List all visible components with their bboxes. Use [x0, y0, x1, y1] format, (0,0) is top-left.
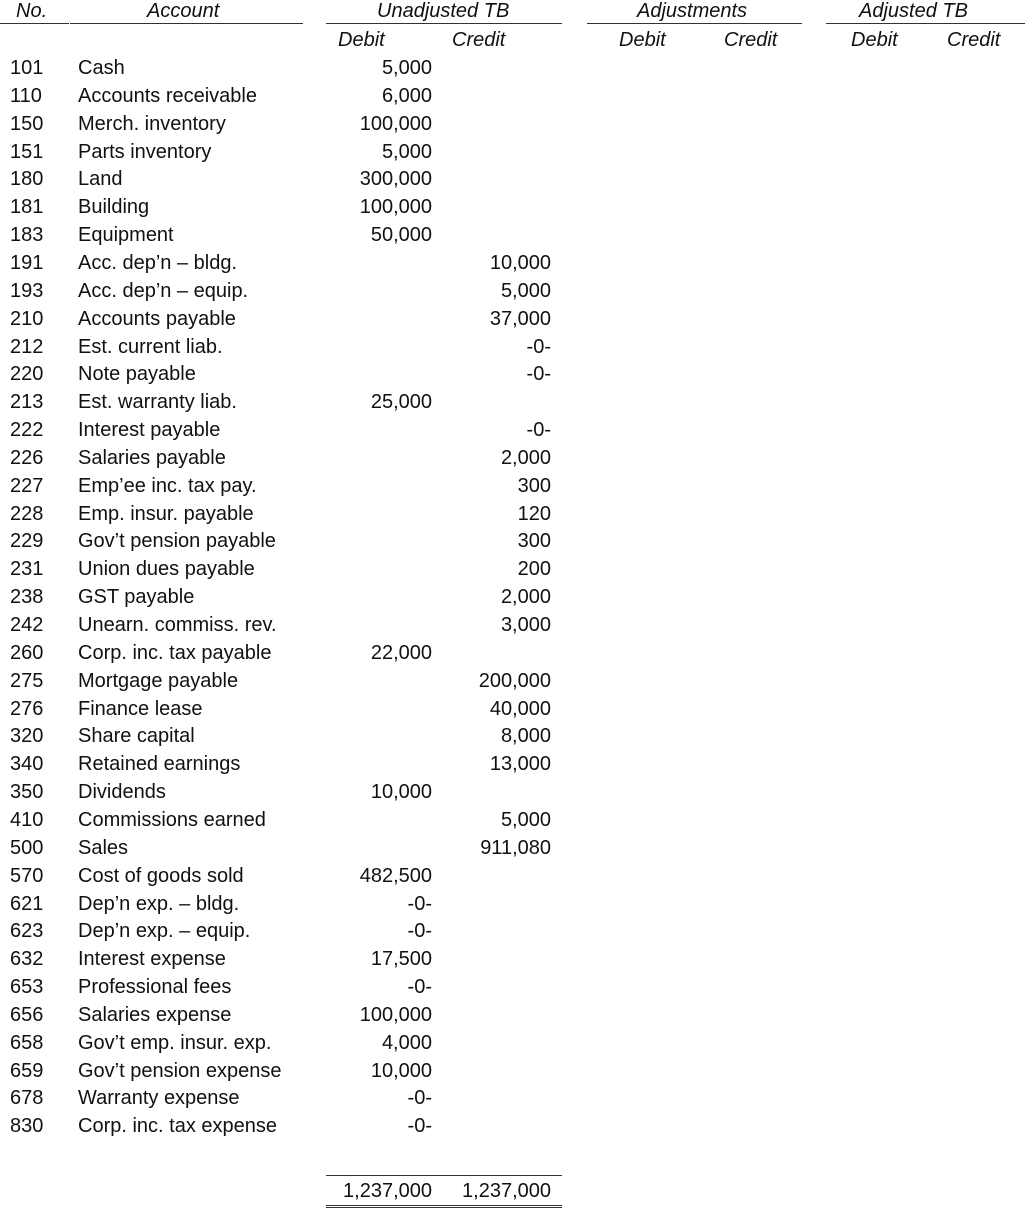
unadjusted-credit: 2,000	[500, 586, 551, 609]
table-row	[0, 193, 1025, 221]
account-name: Salaries payable	[78, 446, 226, 469]
account-name: Interest expense	[78, 948, 226, 971]
table-row	[0, 54, 1025, 82]
table-row	[0, 221, 1025, 249]
unadjusted-debit: 100,000	[359, 1003, 432, 1026]
unadjusted-debit: 10,000	[370, 1059, 432, 1082]
subheader-unadj-credit: Credit	[452, 29, 506, 51]
unadjusted-debit: 50,000	[370, 224, 432, 247]
account-name: Mortgage payable	[78, 669, 239, 692]
header-no: No.	[16, 0, 48, 22]
account-number: 226	[10, 446, 44, 469]
table-row	[0, 555, 1025, 583]
account-number: 212	[10, 335, 44, 358]
unadjusted-credit: -0-	[526, 419, 551, 442]
account-number: 181	[10, 196, 44, 219]
subheader-adjtb-credit: Credit	[947, 29, 1001, 51]
account-name: Land	[78, 168, 123, 191]
header-adjusted-tb: Adjusted TB	[859, 0, 968, 22]
unadjusted-credit: 120	[517, 502, 551, 525]
account-name: Cash	[78, 57, 125, 79]
account-number: 220	[10, 363, 44, 386]
table-row	[0, 945, 1025, 973]
account-number: 227	[10, 474, 44, 497]
table-row	[0, 500, 1025, 528]
account-number: 659	[10, 1059, 44, 1082]
account-name: Corp. inc. tax expense	[78, 1115, 277, 1138]
account-number: 151	[10, 140, 44, 163]
account-number: 410	[10, 808, 44, 831]
account-name: Est. current liab.	[78, 335, 223, 358]
account-name: Sales	[78, 836, 129, 859]
table-row	[0, 472, 1025, 500]
unadjusted-credit: 5,000	[500, 808, 551, 831]
unadjusted-debit: 10,000	[370, 781, 432, 804]
unadjusted-credit: 10,000	[489, 251, 551, 274]
unadjusted-credit: 200,000	[478, 669, 551, 692]
rule-unadjusted-tb	[326, 23, 562, 24]
account-number: 180	[10, 168, 44, 191]
table-row	[0, 110, 1025, 138]
account-number: 210	[10, 307, 44, 330]
table-row	[0, 1057, 1025, 1085]
table-row	[0, 388, 1025, 416]
account-name: Merch. inventory	[78, 112, 226, 135]
unadjusted-credit: 13,000	[489, 753, 551, 776]
table-row	[0, 778, 1025, 806]
rule-adjustments	[587, 23, 802, 24]
table-row	[0, 165, 1025, 193]
table-row	[0, 834, 1025, 862]
table-row	[0, 1001, 1025, 1029]
account-name: Unearn. commiss. rev.	[78, 614, 277, 636]
account-number: 621	[10, 892, 44, 915]
table-row	[0, 1029, 1025, 1057]
account-name: Gov’t pension payable	[78, 530, 276, 553]
unadjusted-credit: 911,080	[480, 836, 551, 859]
account-name: Accounts receivable	[78, 84, 257, 107]
unadjusted-debit: 5,000	[381, 140, 432, 163]
account-name: Warranty expense	[78, 1087, 240, 1110]
account-number: 275	[10, 669, 44, 692]
unadjusted-credit: -0-	[526, 335, 551, 358]
account-name: Gov’t pension expense	[78, 1059, 282, 1082]
unadjusted-debit: 300,000	[359, 168, 432, 191]
total-double-rule-1	[326, 1205, 562, 1206]
total-double-rule-2	[326, 1207, 562, 1208]
unadjusted-debit: -0-	[407, 976, 432, 999]
unadjusted-debit: 100,000	[359, 112, 432, 135]
account-number: 658	[10, 1031, 44, 1054]
account-name: Union dues payable	[78, 558, 255, 581]
unadjusted-debit: 17,500	[370, 948, 432, 971]
table-row	[0, 1112, 1025, 1140]
table-row	[0, 667, 1025, 695]
table-row	[0, 583, 1025, 611]
account-name: Gov’t emp. insur. exp.	[78, 1031, 272, 1054]
account-name: Emp. insur. payable	[78, 502, 254, 525]
total-credit: 1,237,000	[462, 1180, 551, 1202]
account-name: Note payable	[78, 363, 196, 386]
unadjusted-credit: 40,000	[489, 697, 551, 720]
account-name: Emp’ee inc. tax pay.	[78, 474, 257, 497]
unadjusted-debit: -0-	[407, 920, 432, 943]
table-row	[0, 862, 1025, 890]
unadjusted-debit: 25,000	[370, 391, 432, 414]
header-account: Account	[147, 0, 220, 22]
unadjusted-debit: 482,500	[359, 864, 432, 887]
table-row	[0, 1084, 1025, 1112]
account-number: 500	[10, 836, 44, 859]
account-name: Building	[78, 196, 150, 219]
unadjusted-debit: -0-	[407, 892, 432, 915]
account-name: Professional fees	[78, 976, 232, 999]
unadjusted-debit: 5,000	[381, 57, 432, 79]
account-number: 623	[10, 920, 44, 943]
account-number: 110	[10, 84, 42, 107]
unadjusted-credit: 5,000	[500, 279, 551, 302]
account-name: Commissions earned	[78, 808, 266, 831]
unadjusted-debit: 6,000	[381, 84, 432, 107]
account-number: 150	[10, 112, 44, 135]
unadjusted-credit: 200	[517, 558, 551, 581]
table-row	[0, 611, 1025, 639]
unadjusted-credit: 2,000	[500, 446, 551, 469]
account-number: 632	[10, 948, 44, 971]
account-number: 656	[10, 1003, 44, 1026]
account-name: Accounts payable	[78, 307, 236, 330]
header-adjustments: Adjustments	[637, 0, 748, 22]
account-name: Corp. inc. tax payable	[78, 641, 272, 664]
table-row	[0, 806, 1025, 834]
header-unadjusted-tb: Unadjusted TB	[377, 0, 510, 22]
unadjusted-debit: -0-	[407, 1115, 432, 1138]
table-row	[0, 890, 1025, 918]
table-row	[0, 138, 1025, 166]
account-name: Parts inventory	[78, 140, 212, 163]
account-number: 350	[10, 781, 44, 804]
account-number: 101	[10, 57, 44, 79]
account-number: 238	[10, 586, 44, 609]
subheader-unadj-debit: Debit	[338, 29, 385, 51]
unadjusted-credit: -0-	[526, 363, 551, 386]
account-number: 191	[10, 251, 44, 274]
table-row	[0, 639, 1025, 667]
account-number: 213	[10, 391, 44, 414]
account-name: Equipment	[78, 224, 174, 247]
account-number: 229	[10, 530, 44, 553]
account-number: 830	[10, 1115, 44, 1138]
table-row	[0, 333, 1025, 361]
rule-no	[0, 23, 69, 24]
subheader-adjtb-debit: Debit	[851, 29, 898, 51]
account-number: 320	[10, 725, 44, 748]
account-name: Cost of goods sold	[78, 864, 244, 887]
account-name: Dep’n exp. – bldg.	[78, 892, 240, 915]
account-number: 231	[10, 558, 44, 581]
unadjusted-credit: 300	[517, 474, 551, 497]
account-name: Dep’n exp. – equip.	[78, 920, 251, 943]
account-name: Dividends	[78, 781, 166, 804]
unadjusted-debit: 100,000	[359, 196, 432, 219]
subheader-adj-debit: Debit	[619, 29, 666, 51]
table-row	[0, 277, 1025, 305]
account-name: Interest payable	[78, 419, 221, 442]
total-top-rule	[326, 1175, 562, 1176]
account-name: Acc. dep’n – bldg.	[78, 251, 237, 274]
account-number: 653	[10, 976, 44, 999]
account-number: 193	[10, 279, 44, 302]
account-number: 183	[10, 224, 44, 247]
table-row	[0, 722, 1025, 750]
table-row	[0, 527, 1025, 555]
account-number: 678	[10, 1087, 44, 1110]
table-row	[0, 82, 1025, 110]
unadjusted-credit: 3,000	[500, 614, 551, 636]
table-row	[0, 360, 1025, 388]
rule-account	[70, 23, 303, 24]
account-number: 222	[10, 419, 44, 442]
table-row	[0, 917, 1025, 945]
table-row	[0, 750, 1025, 778]
table-row	[0, 973, 1025, 1001]
unadjusted-debit: -0-	[407, 1087, 432, 1110]
table-row	[0, 444, 1025, 472]
account-number: 228	[10, 502, 44, 525]
account-name: Finance lease	[78, 697, 203, 720]
unadjusted-credit: 8,000	[500, 725, 551, 748]
account-number: 570	[10, 864, 44, 887]
table-row	[0, 305, 1025, 333]
unadjusted-debit: 4,000	[381, 1031, 432, 1054]
account-number: 260	[10, 641, 44, 664]
subheader-adj-credit: Credit	[724, 29, 778, 51]
account-number: 242	[10, 614, 44, 636]
rule-adjusted-tb	[826, 23, 1025, 24]
account-name: GST payable	[78, 586, 195, 609]
account-name: Share capital	[78, 725, 195, 748]
account-number: 276	[10, 697, 44, 720]
account-name: Est. warranty liab.	[78, 391, 237, 414]
total-debit: 1,237,000	[343, 1180, 432, 1202]
unadjusted-credit: 300	[517, 530, 551, 553]
unadjusted-debit: 22,000	[370, 641, 432, 664]
table-row	[0, 695, 1025, 723]
account-number: 340	[10, 753, 44, 776]
account-name: Retained earnings	[78, 753, 241, 776]
account-name: Acc. dep’n – equip.	[78, 279, 249, 302]
table-row	[0, 416, 1025, 444]
table-row	[0, 249, 1025, 277]
unadjusted-credit: 37,000	[489, 307, 551, 330]
account-name: Salaries expense	[78, 1003, 232, 1026]
